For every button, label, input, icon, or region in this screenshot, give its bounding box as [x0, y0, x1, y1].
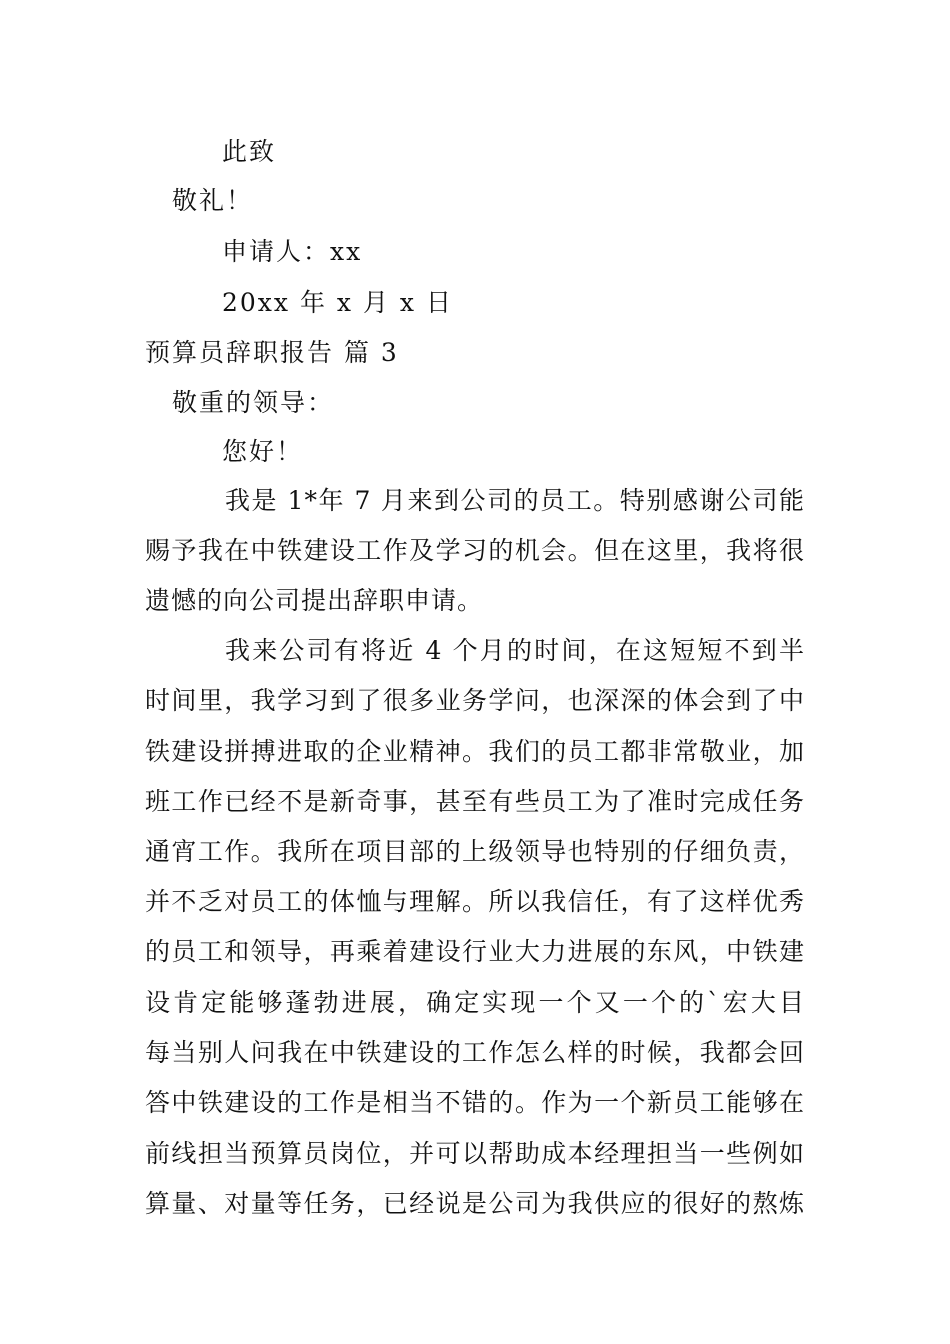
- paragraph-line: 遗憾的向公司提出辞职申请。: [145, 586, 484, 615]
- paragraph-line: 铁建设拼搏进取的企业精神。我们的员工都非常敬业，加: [145, 737, 805, 766]
- paragraph-line: 通宵工作。我所在项目部的上级领导也特别的仔细负责，: [145, 837, 805, 866]
- paragraph-line: 并不乏对员工的体恤与理解。所以我信任，有了这样优秀: [145, 887, 805, 916]
- hello-line: 您好！: [222, 437, 304, 466]
- date-line: 20xx 年 x 月 x 日: [222, 288, 453, 317]
- applicant-line: 申请人：xx: [222, 237, 363, 266]
- closing-regards: 敬礼！: [172, 186, 254, 215]
- paragraph-line: 前线担当预算员岗位，并可以帮助成本经理担当一些例如: [145, 1139, 805, 1168]
- section-heading: 预算员辞职报告 篇 3: [145, 338, 399, 367]
- paragraph-line: 赐予我在中铁建设工作及学习的机会。但在这里，我将很: [145, 536, 805, 565]
- paragraph-line: 时间里，我学习到了很多业务学问，也深深的体会到了中: [145, 686, 805, 715]
- paragraph-line: 每当别人问我在中铁建设的工作怎么样的时候，我都会回: [145, 1038, 805, 1067]
- paragraph-line: 的员工和领导，再乘着建设行业大力进展的东风，中铁建: [145, 937, 805, 966]
- paragraph-line: 算量、对量等任务，已经说是公司为我供应的很好的熬炼: [145, 1189, 805, 1218]
- paragraph-line: 我是 1*年 7 月来到公司的员工。特别感谢公司能: [225, 486, 805, 515]
- greeting: 敬重的领导：: [172, 388, 335, 417]
- paragraph-line: 答中铁建设的工作是相当不错的。作为一个新员工能够在: [145, 1088, 805, 1117]
- paragraph-line: 班工作已经不是新奇事，甚至有些员工为了准时完成任务: [145, 787, 805, 816]
- paragraph-line: 我来公司有将近 4 个月的时间，在这短短不到半: [225, 636, 805, 665]
- closing-salutation: 此致: [222, 137, 277, 166]
- paragraph-line: 设肯定能够蓬勃进展，确定实现一个又一个的`宏大目: [145, 988, 805, 1017]
